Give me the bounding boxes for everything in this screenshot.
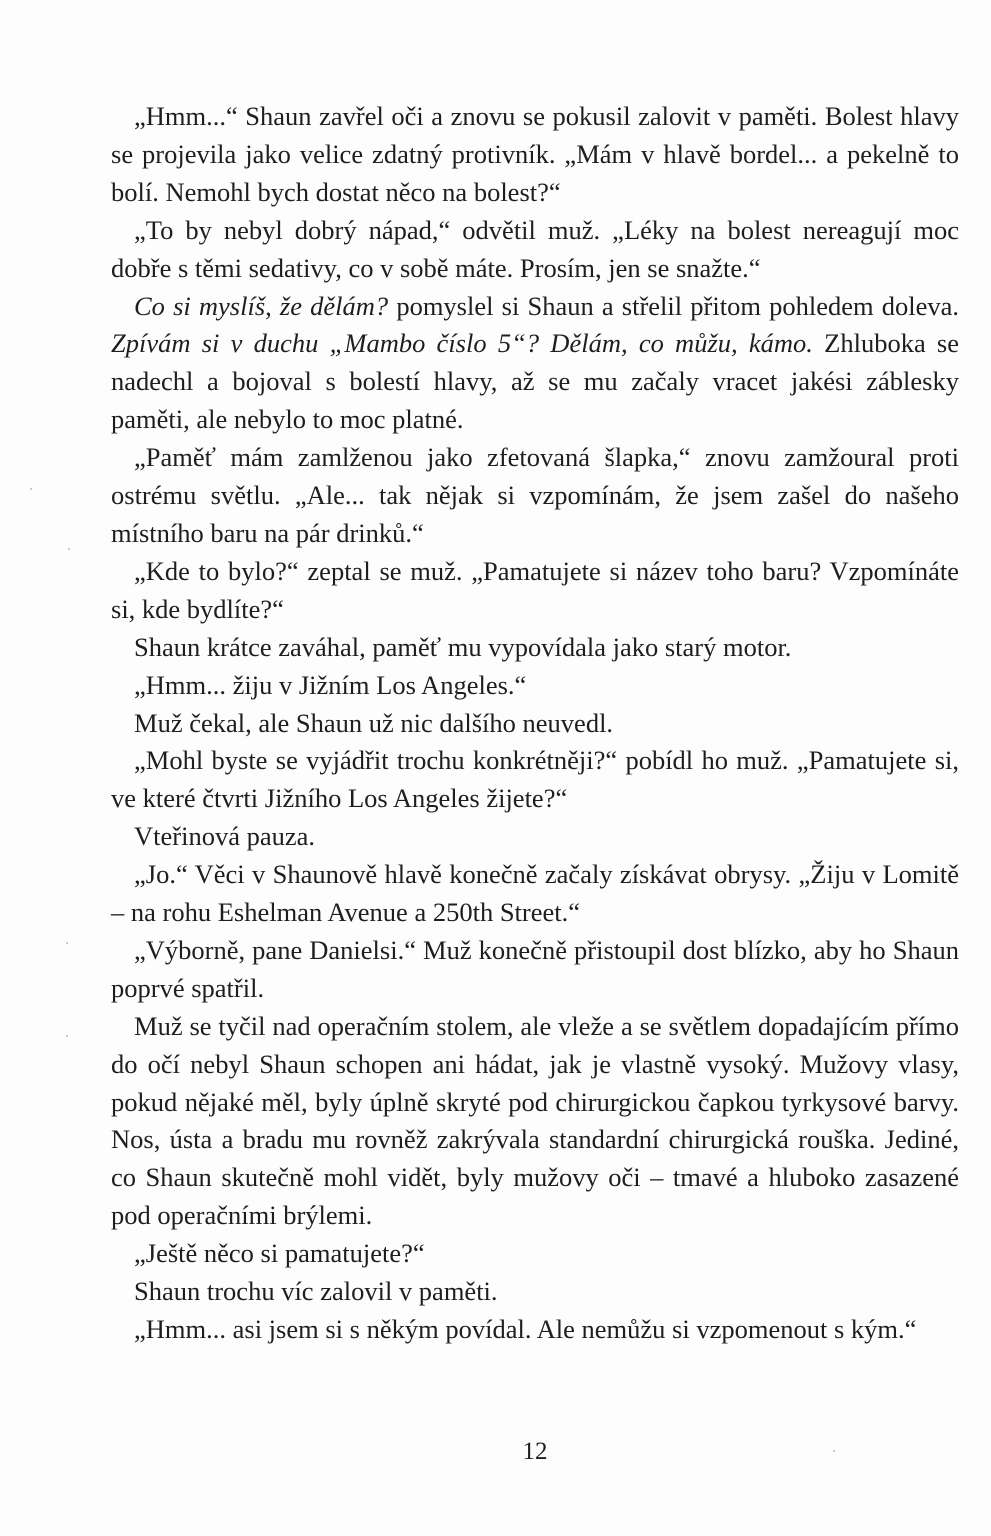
- paragraph: [111, 1311, 959, 1349]
- paragraph: [111, 667, 959, 705]
- scan-speck: [30, 488, 32, 490]
- text-run: pomyslel si Shaun a střelil přitom pohledem doleva.: [388, 290, 960, 321]
- text-run: Zhluboka se nadechl a bojoval s bolestí hlavy, až se mu začaly vracet jakési záblesky paměti, ale nebylo to moc platné.: [111, 328, 960, 435]
- italic-text-run: Co si myslíš, že dělám?: [134, 290, 389, 321]
- page-number: 12: [522, 1438, 548, 1465]
- paragraph: [111, 818, 959, 856]
- text-run: „Ještě něco si pamatujete?“: [134, 1238, 425, 1269]
- italic-text-run: Zpívám si v duchu „Mambo číslo 5“? Dělám, co můžu, kámo.: [111, 328, 813, 359]
- text-run: „Mohl byste se vyjádřit trochu konkrétněji?“ pobídl ho muž. „Pamatujete si, ve které čtvrti Jižního Los Angeles žijete?“: [111, 745, 959, 814]
- text-run: Shaun krátce zaváhal, paměť mu vypovídala jako starý motor.: [134, 631, 792, 662]
- paragraph: [111, 98, 959, 212]
- scan-speck: [68, 548, 70, 550]
- paragraph: [111, 288, 959, 440]
- text-run: Vteřinová pauza.: [134, 821, 315, 852]
- paragraph: [111, 629, 959, 667]
- paragraph: [111, 212, 959, 288]
- paragraph: [111, 932, 959, 1008]
- paragraph: [111, 439, 959, 553]
- paragraph: [111, 705, 959, 743]
- scan-speck: [66, 1035, 68, 1037]
- body-text: [111, 98, 959, 1349]
- paragraph: [111, 1273, 959, 1311]
- text-run: „Výborně, pane Danielsi.“ Muž konečně přistoupil dost blízko, aby ho Shaun poprvé spatřil.: [111, 934, 959, 1003]
- text-run: Muž čekal, ale Shaun už nic dalšího neuvedl.: [134, 707, 614, 738]
- text-run: „Hmm...“ Shaun zavřel oči a znovu se pokusil zalovit v paměti. Bolest hlavy se projevila jako velice zdatný protivník. „Mám v hlavě bordel... a pekelně to bolí. Nemohl bych dostat něco na bolest?“: [111, 101, 959, 207]
- paragraph: [111, 553, 959, 629]
- scan-speck: [66, 942, 68, 944]
- text-run: „Hmm... asi jsem si s někým povídal. Ale nemůžu si vzpomenout s kým.“: [134, 1314, 917, 1344]
- text-run: „Paměť mám zamlženou jako zfetovaná šlapka,“ znovu zamžoural proti ostrému světlu. „Ale... tak nějak si vzpomínám, že jsem zašel do našeho místního baru na pár drinků.“: [111, 442, 959, 548]
- text-run: „Kde to bylo?“ zeptal se muž. „Pamatujete si název toho baru? Vzpomínáte si, kde bydlíte?“: [111, 555, 959, 624]
- text-run: Muž se tyčil nad operačním stolem, ale vleže a se světlem dopadajícím přímo do očí nebyl Shaun schopen ani hádat, jak je vlastně vysoký. Mužovy vlasy, pokud nějaké měl, byly úplně skryté pod chirurgickou čapkou tyrkysové barvy. Nos, ústa a bradu mu rovněž zakrývala standardní chirurgická rouška. Jediné, co Shaun skutečně mohl vidět, byly mužovy oči – tmavé a hluboko zasazené pod operačními brýlemi.: [111, 1010, 959, 1231]
- text-run: Shaun trochu víc zalovil v paměti.: [134, 1276, 498, 1307]
- scan-speck: [833, 1450, 835, 1452]
- paragraph: [111, 1008, 959, 1235]
- text-run: „Hmm... žiju v Jižním Los Angeles.“: [134, 669, 527, 700]
- text-run: „Jo.“ Věci v Shaunově hlavě konečně začaly získávat obrysy. „Žiju v Lomitě – na rohu Eshelman Avenue a 250th Street.“: [111, 859, 959, 928]
- paragraph: [111, 856, 959, 932]
- text-run: „To by nebyl dobrý nápad,“ odvětil muž. „Léky na bolest nereagují moc dobře s těmi sedativy, co v sobě máte. Prosím, jen se snažte.“: [111, 214, 959, 283]
- paragraph: [111, 742, 959, 818]
- paragraph: [111, 1235, 959, 1273]
